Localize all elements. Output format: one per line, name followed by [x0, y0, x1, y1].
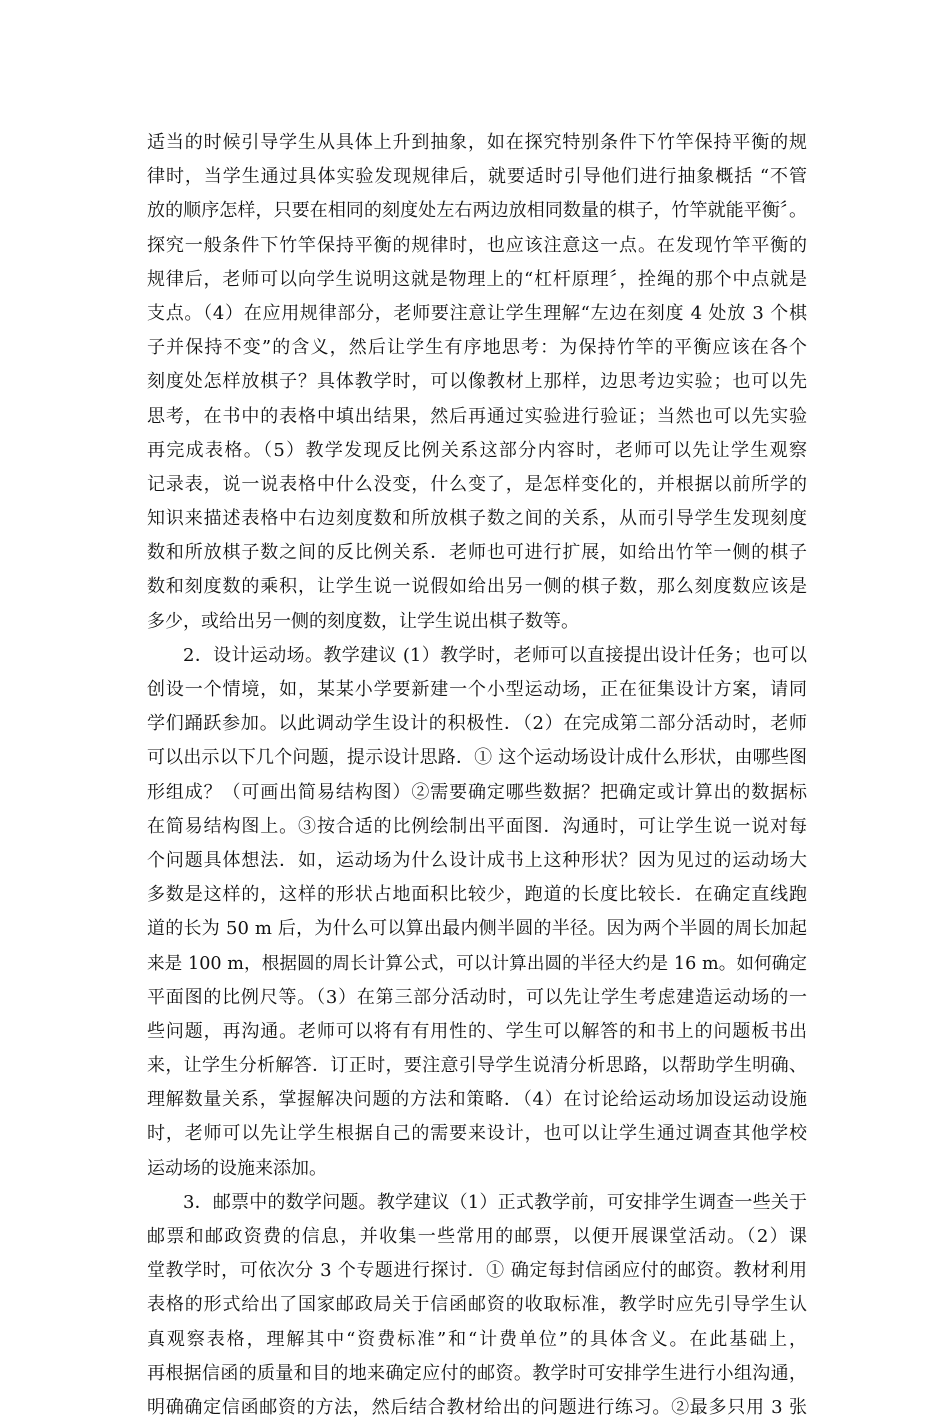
text-line: 运动场的设施来添加。 — [147, 1157, 327, 1179]
text-line: 在简易结构图上。③按合适的比例绘制出平面图．沟通时，可让学生说一说对每 — [147, 815, 807, 837]
text-line: 明确确定信函邮资的方法，然后结合教材给出的问题进行练习。②最多只用 3 张 — [147, 1396, 807, 1418]
text-line: 来是 100 m，根据圆的周长计算公式，可以计算出圆的半径大约是 16 m。如何确定 — [147, 953, 807, 974]
text-line: 堂教学时，可依次分 3 个专题进行探讨．① 确定每封信函应付的邮资。教材利用 — [147, 1260, 807, 1282]
text-line: 学们踊跃参加。以此调动学生设计的积极性．（2）在完成第二部分活动时，老师 — [147, 713, 807, 735]
text-line: 数和刻度数的乘积，让学生说一说假如给出另一侧的棋子数，那么刻度数应该是 — [147, 576, 807, 598]
text-line: 再完成表格。（5）教学发现反比例关系这部分内容时，老师可以先让学生观察 — [147, 439, 807, 461]
text-line: 时，老师可以先让学生根据自己的需要来设计，也可以让学生通过调查其他学校 — [147, 1123, 807, 1145]
paragraph-2 — [147, 639, 807, 1186]
text-line: 形组成？（可画出简易结构图）②需要确定哪些数据？把确定或计算出的数据标 — [147, 781, 807, 803]
text-line: 2．设计运动场。教学建议 (1）教学时，老师可以直接提出设计任务；也可以 — [183, 644, 807, 666]
text-line: 多数是这样的，这样的形状占地面积比较少，跑道的长度比较长．在确定直线跑 — [147, 884, 807, 906]
text-line: 平面图的比例尺等。（3）在第三部分活动时，可以先让学生考虑建造运动场的一 — [147, 986, 807, 1008]
paragraph-3 — [147, 1186, 807, 1425]
text-line: 些问题，再沟通。老师可以将有有用性的、学生可以解答的和书上的问题板书出 — [147, 1020, 807, 1042]
paragraph-1 — [147, 126, 807, 639]
text-line: 再根据信函的质量和目的地来确定应付的邮资。教学时可安排学生进行小组沟通， — [147, 1362, 807, 1384]
text-line: 思考，在书中的表格中填出结果，然后再通过实验进行验证；当然也可以先实验 — [147, 405, 807, 427]
text-line: 理解数量关系，掌握解决问题的方法和策略．（4）在讨论给运动场加设运动设施 — [147, 1089, 807, 1111]
text-line: 创设一个情境，如，某某小学要新建一个小型运动场，正在征集设计方案，请同 — [147, 679, 807, 700]
text-line: 子并保持不变”的含义，然后让学生有序地思考：为保持竹竿的平衡应该在各个 — [147, 337, 807, 359]
text-line: 规律后，老师可以向学生说明这就是物理上的“杠杆原理〞，拴绳的那个中点就是 — [147, 268, 807, 290]
text-line: 刻度处怎样放棋子？具体教学时，可以像教材上那样，边思考边实验；也可以先 — [147, 371, 807, 393]
text-line: 支点。（4）在应用规律部分，老师要注意让学生理解“左边在刻度 4 处放 3 个棋 — [147, 302, 807, 324]
text-line: 律时，当学生通过具体实验发现规律后，就要适时引导他们进行抽象概括 “不管 — [147, 166, 807, 188]
text-line: 放的顺序怎样，只要在相同的刻度处左右两边放相同数量的棋子，竹竿就能平衡〞。 — [147, 200, 807, 222]
text-line: 真观察表格，理解其中“资费标准”和“计费单位”的具体含义。在此基础上， — [147, 1328, 807, 1350]
text-line: 数和所放棋子数之间的反比例关系．老师也可进行扩展，如给出竹竿一侧的棋子 — [147, 542, 807, 564]
text-line: 邮票和邮政资费的信息，并收集一些常用的邮票，以便开展课堂活动。（2）课 — [147, 1226, 807, 1247]
document-page — [147, 126, 807, 1425]
text-line: 适当的时候引导学生从具体上升到抽象，如在探究特别条件下竹竿保持平衡的规 — [147, 132, 807, 153]
text-line: 表格的形式给出了国家邮政局关于信函邮资的收取标准，教学时应先引导学生认 — [147, 1294, 807, 1316]
text-line: 来，让学生分析解答．订正时，要注意引导学生说清分析思路，以帮助学生明确、 — [147, 1055, 807, 1077]
text-line: 3．邮票中的数学问题。教学建议（1）正式教学前，可安排学生调查一些关于 — [183, 1191, 807, 1213]
text-line: 个问题具体想法．如，运动场为什么设计成书上这种形状？因为见过的运动场大 — [147, 849, 807, 871]
text-line: 道的长为 50 m 后，为什么可以算出最内侧半圆的半径。因为两个半圆的周长加起 — [147, 918, 807, 940]
text-line: 探究一般条件下竹竿保持平衡的规律时，也应该注意这一点。在发现竹竿平衡的 — [147, 234, 807, 256]
text-line: 记录表，说一说表格中什么没变，什么变了，是怎样变化的，并根据以前所学的 — [147, 473, 807, 495]
text-line: 多少，或给出另一侧的刻度数，让学生说出棋子数等。 — [147, 610, 579, 632]
text-line: 可以出示以下几个问题，提示设计思路．① 这个运动场设计成什么形状，由哪些图 — [147, 747, 807, 769]
text-line: 知识来描述表格中右边刻度数和所放棋子数之间的关系，从而引导学生发现刻度 — [147, 508, 807, 530]
